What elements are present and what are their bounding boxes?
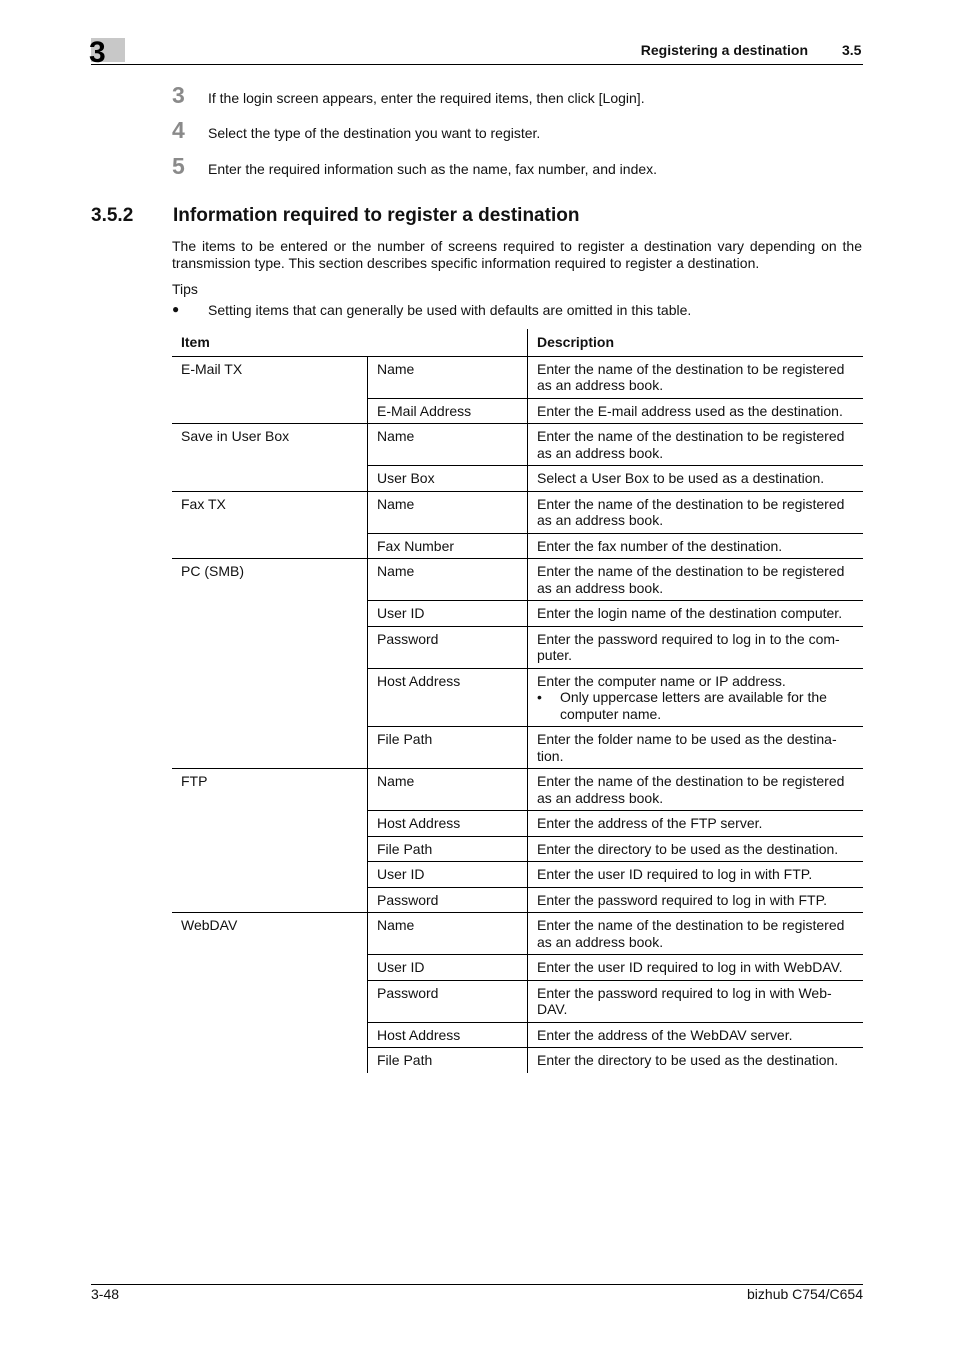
field-name: E-Mail Address <box>368 398 528 424</box>
field-name: File Path <box>368 1048 528 1073</box>
destination-type: PC (SMB) <box>172 559 368 769</box>
field-name: Host Address <box>368 668 528 727</box>
page-number: 3-48 <box>91 1286 120 1302</box>
field-name: Name <box>368 559 528 601</box>
field-description <box>528 668 864 727</box>
field-name: Name <box>368 913 528 955</box>
field-name: User ID <box>368 955 528 981</box>
field-name: User ID <box>368 601 528 627</box>
destination-type: WebDAV <box>181 917 238 933</box>
field-description: Enter the folder name to be used as the destina-tion. <box>528 727 864 769</box>
section-intro: The items to be entered or the number of screens required to register a destination vary depending on the transmission type. This section describes specific information required to register a destination. <box>172 238 862 271</box>
tip-text: Setting items that can generally be used with defaults are omitted in this table. <box>208 302 692 318</box>
field-description: Enter the fax number of the destination. <box>528 533 864 559</box>
field-description: Enter the directory to be used as the destination. <box>528 1048 864 1073</box>
field-name: Name <box>368 356 528 398</box>
description-bullet <box>537 689 854 722</box>
field-name: Name <box>368 769 528 811</box>
step-text: Select the type of the destination you want to register. <box>208 125 541 141</box>
product-name: bizhub C754/C654 <box>747 1286 863 1302</box>
bullet-text: Only uppercase letters are available for the computer name. <box>560 689 827 722</box>
table-row <box>172 769 863 811</box>
destination-type: E-Mail TX <box>172 356 368 424</box>
footer-divider <box>91 1284 863 1285</box>
field-name: User ID <box>368 862 528 888</box>
field-description: Enter the name of the destination to be registered as an address book. <box>528 424 864 466</box>
field-description: Select a User Box to be used as a destination. <box>528 466 864 492</box>
section-heading <box>91 205 579 227</box>
field-name: Password <box>368 980 528 1022</box>
field-name: File Path <box>368 836 528 862</box>
table-header-row <box>172 329 863 356</box>
step-number: 5 <box>172 153 185 179</box>
field-description: Enter the password required to log in with FTP. <box>528 887 864 913</box>
table-row <box>172 491 863 533</box>
tip-bullet-icon: ● <box>172 302 180 316</box>
section-title: Information required to register a destination <box>173 205 580 226</box>
field-name: File Path <box>368 727 528 769</box>
running-header-section: 3.5 <box>842 42 862 58</box>
field-name: Password <box>368 887 528 913</box>
field-name: Name <box>368 424 528 466</box>
field-description: Enter the name of the destination to be registered as an address book. <box>528 491 864 533</box>
description-text: Enter the computer name or IP address. <box>537 672 786 689</box>
section-number: 3.5.2 <box>91 205 134 226</box>
header-item: Item <box>172 329 528 356</box>
field-description: Enter the user ID required to log in with FTP. <box>528 862 864 888</box>
tips-label: Tips <box>172 281 198 297</box>
field-description: Enter the login name of the destination computer. <box>528 601 864 627</box>
field-description: Enter the E-mail address used as the destination. <box>528 398 864 424</box>
field-description: Enter the password required to log in with Web-DAV. <box>528 980 864 1022</box>
field-description: Enter the name of the destination to be registered as an address book. <box>528 913 864 955</box>
header-description: Description <box>528 329 864 356</box>
destination-info-table <box>172 329 863 1073</box>
header-divider <box>91 64 863 65</box>
field-name: Password <box>368 626 528 668</box>
step-text: If the login screen appears, enter the required items, then click [Login]. <box>208 90 645 106</box>
field-description: Enter the name of the destination to be registered as an address book. <box>528 769 864 811</box>
field-name: Name <box>368 491 528 533</box>
step-number: 4 <box>172 117 185 143</box>
table-row <box>172 913 863 955</box>
field-description: Enter the name of the destination to be registered as an address book. <box>528 356 864 398</box>
field-description: Enter the directory to be used as the destination. <box>528 836 864 862</box>
destination-type: Save in User Box <box>172 424 368 492</box>
destination-type: FTP <box>172 769 368 913</box>
destination-type: Fax TX <box>172 491 368 559</box>
running-header-title: Registering a destination <box>640 42 808 58</box>
table-row <box>172 559 863 601</box>
step-text: Enter the required information such as the name, fax number, and index. <box>208 161 658 177</box>
field-name: User Box <box>368 466 528 492</box>
field-description: Enter the user ID required to log in with WebDAV. <box>528 955 864 981</box>
field-description: Enter the address of the FTP server. <box>528 811 864 837</box>
step-number: 3 <box>172 82 185 108</box>
field-name: Host Address <box>368 1022 528 1048</box>
field-description: Enter the name of the destination to be registered as an address book. <box>528 559 864 601</box>
field-name: Fax Number <box>368 533 528 559</box>
chapter-number: 3 <box>89 36 106 69</box>
field-name: Host Address <box>368 811 528 837</box>
table-row <box>172 356 863 398</box>
table-row <box>172 424 863 466</box>
field-description: Enter the password required to log in to the com-puter. <box>528 626 864 668</box>
field-description: Enter the address of the WebDAV server. <box>528 1022 864 1048</box>
bullet-icon: • <box>537 689 542 705</box>
